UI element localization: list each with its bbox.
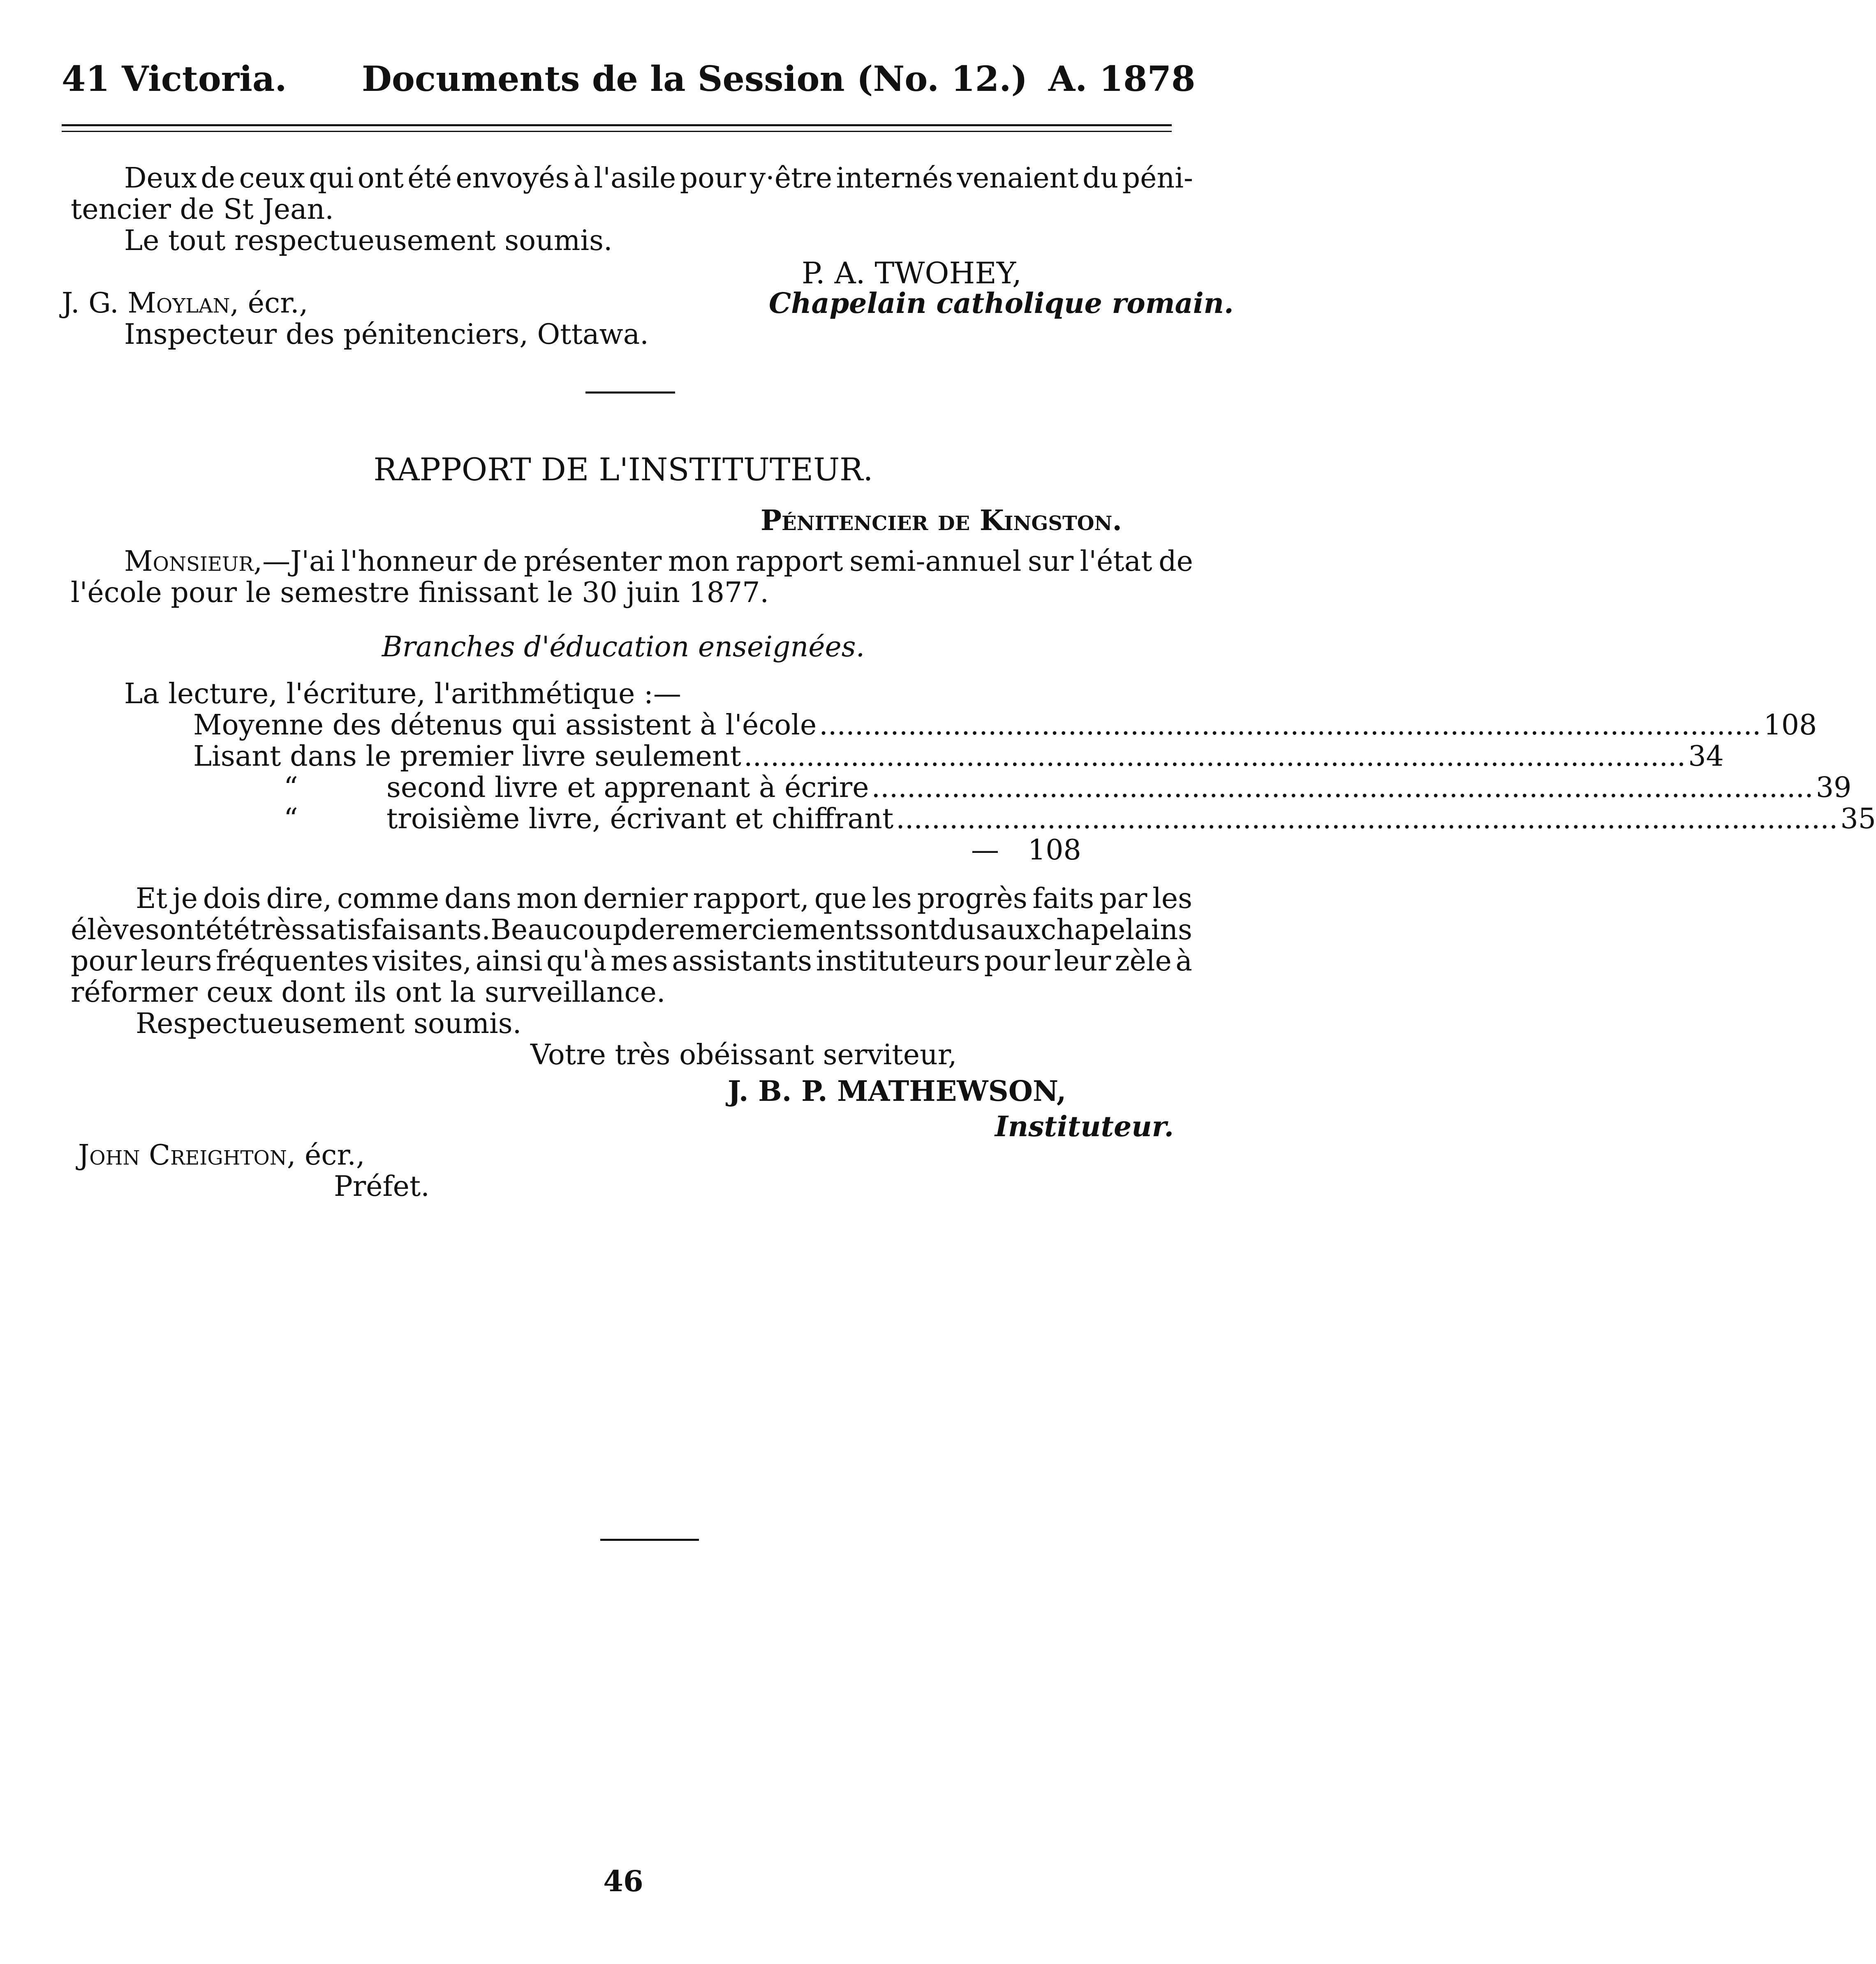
report-intro-line1 [124, 545, 1193, 578]
page-number: 46 [603, 1864, 643, 1898]
report-location: Pénitencier de Kingston. [761, 504, 1122, 537]
header-volume: 41 Victoria. [62, 58, 287, 99]
row-ditto: “ [284, 771, 298, 804]
header-rule-top [62, 124, 1172, 126]
letter1-signer-name: P. A. TWOHEY, [802, 256, 1022, 290]
letter1-signer-title: Chapelain catholique romain. [769, 287, 1234, 320]
header-year: A. 1878 [1048, 58, 1196, 99]
letter1-addressee [62, 287, 308, 320]
report-closing: Respectueusement soumis. [136, 1007, 522, 1040]
row-value: 39 [1816, 771, 1852, 804]
report-subtitle: Branches d'éducation enseignées. [382, 631, 865, 663]
report-signer-name: J. B. P. MATHEWSON, [728, 1075, 1066, 1108]
report-addressee-name: John Creighton [78, 1139, 287, 1172]
report-addressee-title: Préfet. [334, 1170, 430, 1203]
header-rule-bottom [62, 131, 1172, 132]
row-label: troisième livre, écrivant et chiffrant [386, 803, 894, 835]
row-label: Moyenne des détenus qui assistent à l'école [193, 709, 817, 741]
row-value: 108 [1763, 709, 1817, 741]
report-valediction: Votre très obéissant serviteur, [530, 1039, 957, 1071]
total-value: 108 [1028, 834, 1081, 866]
row-ditto: “ [284, 803, 298, 835]
end-divider [600, 1539, 699, 1541]
header-document-title: Documents de la Session (No. 12.) [362, 58, 1028, 99]
report-signer-title: Instituteur. [995, 1110, 1174, 1143]
table-row [193, 740, 1724, 773]
row-value: 34 [1688, 740, 1724, 773]
row-value: 35 [1840, 803, 1876, 835]
table-row [386, 803, 1876, 835]
section-divider [585, 391, 675, 394]
total-dash: — [971, 834, 999, 866]
report-addressee [78, 1139, 365, 1172]
row-label: Lisant dans le premier livre seulement [193, 740, 741, 773]
leader-dots: .......................................................................................................... [819, 709, 1761, 741]
letter1-paragraph-line1: Deux de ceux qui ont été envoyés à l'asile pour y·être internés venaient du péni- [124, 162, 1193, 195]
letter1-addressee-name: J. G. Moylan [62, 287, 230, 320]
letter1-addressee-suffix: , écr., [230, 287, 308, 320]
body-line: Et je dois dire, comme dans mon dernier rapport, que les progrès faits par les [136, 882, 1192, 915]
table-row [386, 771, 1852, 804]
letter1-closing: Le tout respectueusement soumis. [124, 225, 613, 257]
leader-dots: .......................................................................................................... [743, 740, 1686, 773]
report-intro-line2: l'école pour le semestre finissant le 30 juin 1877. [71, 577, 769, 609]
row-label: second livre et apprenant à écrire [386, 771, 869, 804]
body-line: pour leurs fréquentes visites, ainsi qu'à mes assistants instituteurs pour leur zèle à [71, 945, 1192, 977]
table-intro: La lecture, l'écriture, l'arithmétique :— [124, 678, 681, 710]
letter1-addressee-title: Inspecteur des pénitenciers, Ottawa. [124, 318, 649, 351]
report-addressee-suffix: , écr., [287, 1139, 365, 1172]
body-line: élèves ont été très satisfaisants. Beaucoup de remerciements sont dus aux chapelains [71, 914, 1192, 946]
table-row [193, 709, 1817, 741]
letter1-paragraph-line2: tencier de St Jean. [71, 193, 334, 226]
report-title: RAPPORT DE L'INSTITUTEUR. [373, 451, 873, 488]
body-line: réformer ceux dont ils ont la surveillance. [71, 976, 666, 1009]
report-intro-text: ,—J'ai l'honneur de présenter mon rapport semi-annuel sur l'état de [253, 545, 1193, 578]
leader-dots: .......................................................................................................... [896, 803, 1838, 835]
report-salutation: Monsieur [124, 545, 254, 578]
leader-dots: .......................................................................................................... [871, 771, 1814, 804]
